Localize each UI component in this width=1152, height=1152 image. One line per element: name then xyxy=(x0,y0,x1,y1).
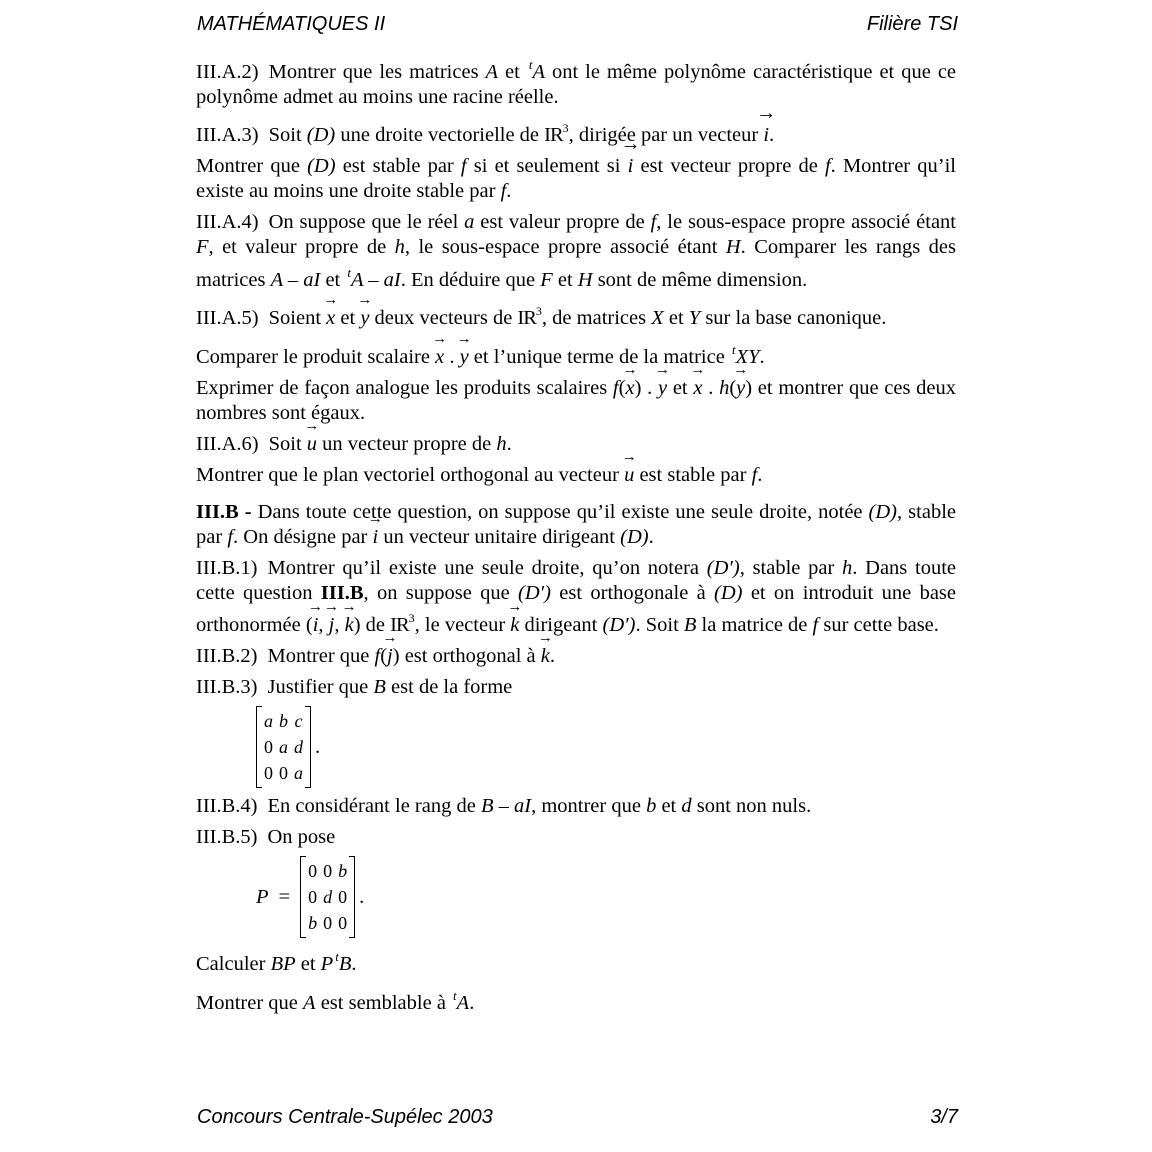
math: XY xyxy=(735,346,760,368)
text: . xyxy=(549,645,556,667)
math: (D) xyxy=(307,155,336,177)
text: . xyxy=(444,346,460,368)
text: Dans toute cette question, on suppose qu’il existe une seule droite, notée xyxy=(251,501,869,523)
text: Montrer que les matrices xyxy=(268,61,486,83)
question-label: III.B.3) xyxy=(196,676,258,698)
reals-symbol: IR xyxy=(544,124,563,146)
text: est semblable à xyxy=(315,992,452,1014)
text: Soient xyxy=(268,307,327,329)
text: ) xyxy=(353,614,361,636)
matrix-cell: 0 xyxy=(308,887,318,907)
matrix-cell: 0 xyxy=(323,861,333,881)
text: , le sous-espace propre associé étant xyxy=(656,211,956,233)
math: (D) xyxy=(714,582,743,604)
matrix-p xyxy=(300,856,355,938)
question-b4 xyxy=(196,794,956,819)
math: B xyxy=(338,953,352,975)
text: un vecteur unitaire dirigeant xyxy=(378,526,621,548)
math: f xyxy=(612,377,619,399)
math: h xyxy=(394,236,405,258)
matrix-cell: 0 xyxy=(323,913,333,933)
text: et xyxy=(295,953,321,975)
text: , xyxy=(318,614,329,636)
matrix-cell: b xyxy=(279,711,288,731)
matrix-cell: 0 xyxy=(279,763,288,783)
vector: → y xyxy=(460,345,469,370)
text: . Dans toute cette question xyxy=(196,557,957,604)
math: A – aI xyxy=(270,269,321,291)
matrix-cell: d xyxy=(323,887,333,907)
text: est orthogonale à xyxy=(551,582,715,604)
vector: → i xyxy=(313,613,319,638)
question-a2 xyxy=(196,52,956,110)
question-a4 xyxy=(196,210,956,293)
question-label: III.A.2) xyxy=(196,61,259,83)
vector: → k xyxy=(541,644,550,669)
math: B xyxy=(683,614,697,636)
exponent: 3 xyxy=(535,304,542,318)
text: . En déduire que xyxy=(400,269,541,291)
question-b1 xyxy=(196,556,956,638)
text: . xyxy=(506,180,512,202)
math: f xyxy=(500,180,507,202)
question-a3-part2 xyxy=(196,154,956,204)
transpose-mark: t xyxy=(453,988,457,1003)
math: A xyxy=(532,61,545,83)
matrix-cell: d xyxy=(294,737,303,757)
vector: → u xyxy=(624,463,634,488)
matrix-cell: b xyxy=(338,861,348,881)
text: . xyxy=(769,124,775,146)
vector: → j xyxy=(329,613,335,638)
header-track: Filière TSI xyxy=(866,13,958,35)
text: . xyxy=(757,464,763,486)
text: est de la forme xyxy=(385,676,513,698)
math: (D) xyxy=(868,501,898,523)
question-a5-part2 xyxy=(196,337,956,370)
text: Montrer que xyxy=(267,645,375,667)
vector: → i xyxy=(763,123,769,148)
vector: → i xyxy=(628,154,634,179)
text: est stable par xyxy=(335,155,461,177)
page-number: 3/7 xyxy=(930,1106,958,1128)
question-a3 xyxy=(196,116,956,148)
math: BP xyxy=(270,953,296,975)
exponent: 3 xyxy=(562,121,569,135)
text: ) . xyxy=(634,377,658,399)
math: A xyxy=(456,992,470,1014)
text: , dirigée par un vecteur xyxy=(568,124,764,146)
math: P xyxy=(256,885,269,908)
text: est valeur propre de xyxy=(474,211,651,233)
bold-text: III.B xyxy=(320,582,364,604)
matrix-cell: c xyxy=(294,711,303,731)
math: F xyxy=(540,269,553,291)
matrix-cell: 0 xyxy=(338,887,348,907)
vector: → y xyxy=(360,306,369,331)
text: = xyxy=(278,885,291,908)
reals-symbol: IR xyxy=(390,614,409,636)
question-label: III.A.6) xyxy=(196,433,259,455)
text: et montrer que ces deux nombres sont égaux. xyxy=(196,377,957,424)
text: . Comparer les rangs des matrices xyxy=(196,236,956,291)
text: et xyxy=(667,377,694,399)
text: et on introduit une base orthonormée xyxy=(196,582,957,636)
question-label: III.A.3) xyxy=(196,124,259,146)
vector: → x xyxy=(326,306,335,331)
text: . xyxy=(351,953,357,975)
text: Comparer le produit scalaire xyxy=(196,346,436,368)
vector: → x xyxy=(435,345,444,370)
question-b2 xyxy=(196,644,956,669)
math: (D′) xyxy=(518,582,551,604)
question-a6-part2 xyxy=(196,463,956,488)
exponent: 3 xyxy=(408,611,415,625)
text: , stable par xyxy=(739,557,843,579)
vector: → x xyxy=(625,376,634,401)
vector: → x xyxy=(693,376,702,401)
matrix-cell: a xyxy=(264,711,273,731)
text: Soit xyxy=(268,433,307,455)
text: En considérant le rang de xyxy=(267,795,481,817)
matrix-cell: a xyxy=(294,763,303,783)
vector: → k xyxy=(510,613,519,638)
text: On pose xyxy=(267,826,336,848)
math: B xyxy=(373,676,386,698)
question-label: III.A.4) xyxy=(196,211,259,233)
math: f xyxy=(824,155,831,177)
text: une droite vectorielle de xyxy=(335,124,545,146)
text: et l’unique terme de la matrice xyxy=(468,346,730,368)
matrix-cell: b xyxy=(308,913,318,933)
math: f xyxy=(650,211,657,233)
text: sur cette base. xyxy=(818,614,939,636)
text: Montrer que le plan vectoriel orthogonal au vecteur xyxy=(196,464,625,486)
text: Justifier que xyxy=(267,676,374,698)
text: Exprimer de façon analogue les produits scalaires xyxy=(196,377,613,399)
math: f xyxy=(460,155,467,177)
math: H xyxy=(725,236,741,258)
text: , stable par xyxy=(196,501,956,548)
math: (D′) xyxy=(706,557,740,579)
text: sur la base canonique. xyxy=(700,307,887,329)
text: deux vecteurs de xyxy=(369,307,518,329)
math: A xyxy=(303,992,316,1014)
text: , le sous-espace propre associé étant xyxy=(404,236,726,258)
text: un vecteur propre de xyxy=(317,433,497,455)
text: et xyxy=(498,61,527,83)
text: Montrer que xyxy=(196,992,304,1014)
text: est orthogonal à xyxy=(399,645,541,667)
section-heading: III.B - xyxy=(196,501,252,523)
text: la matrice de xyxy=(696,614,813,636)
text: . xyxy=(506,433,512,455)
math: f xyxy=(812,614,819,636)
text: Montrer que xyxy=(196,155,308,177)
math: A – aI xyxy=(350,269,401,291)
text: . xyxy=(469,992,475,1014)
text: et xyxy=(663,307,689,329)
text: . xyxy=(315,735,321,758)
math: d xyxy=(681,795,692,817)
text: , et valeur propre de xyxy=(208,236,395,258)
math: f xyxy=(227,526,234,548)
text: , le vecteur xyxy=(414,614,511,636)
math: X xyxy=(651,307,664,329)
matrix-p-display xyxy=(256,856,956,938)
text: ( xyxy=(305,614,313,636)
text: sont non nuls. xyxy=(691,795,812,817)
question-a5 xyxy=(196,299,956,331)
text: et xyxy=(552,269,578,291)
math: H xyxy=(577,269,593,291)
vector: → k xyxy=(345,613,354,638)
math: P xyxy=(320,953,334,975)
question-label: III.B.4) xyxy=(196,795,258,817)
text: est stable par xyxy=(634,464,752,486)
text: . Soit xyxy=(635,614,684,636)
math: B – aI xyxy=(480,795,532,817)
question-label: III.B.5) xyxy=(196,826,258,848)
transpose-mark: t xyxy=(347,265,351,280)
text: est vecteur propre de xyxy=(633,155,825,177)
vector: → y xyxy=(658,376,667,401)
vector: → y xyxy=(736,376,745,401)
vector: → j xyxy=(387,644,393,669)
math: (D) xyxy=(620,526,649,548)
document-body xyxy=(196,52,956,1022)
question-b5-part3 xyxy=(196,983,956,1016)
text: Soit xyxy=(268,124,307,146)
text: de xyxy=(360,614,391,636)
math: h xyxy=(842,557,853,579)
math: F xyxy=(196,236,209,258)
question-b3 xyxy=(196,675,956,700)
text: . xyxy=(359,885,365,908)
math: h xyxy=(719,377,730,399)
text: . xyxy=(648,526,654,548)
question-a6 xyxy=(196,432,956,457)
matrix-cell: a xyxy=(279,737,288,757)
text: Calculer xyxy=(196,953,271,975)
question-b xyxy=(196,500,956,550)
text: et xyxy=(335,307,361,329)
matrix-cell: 0 xyxy=(308,861,318,881)
text: ( xyxy=(380,645,388,667)
math: f xyxy=(374,645,381,667)
text: sont de même dimension. xyxy=(592,269,808,291)
math: a xyxy=(464,211,475,233)
footer-exam: Concours Centrale-Supélec 2003 xyxy=(197,1106,493,1128)
math: b xyxy=(646,795,657,817)
question-label: III.A.5) xyxy=(196,307,259,329)
reals-symbol: IR xyxy=(517,307,536,329)
math: Y xyxy=(688,307,701,329)
text: et xyxy=(656,795,682,817)
text: . xyxy=(702,377,720,399)
text: , xyxy=(334,614,345,636)
text: ( xyxy=(618,377,626,399)
text: dirigeant xyxy=(519,614,603,636)
text: ) xyxy=(745,377,753,399)
header-title: MATHÉMATIQUES II xyxy=(197,13,386,35)
math: A xyxy=(485,61,499,83)
text: . Montrer qu’il existe au moins une droite stable par xyxy=(196,155,956,202)
matrix-cell: 0 xyxy=(338,913,348,933)
text: . xyxy=(759,346,765,368)
question-b5 xyxy=(196,825,956,850)
text: , de matrices xyxy=(541,307,652,329)
text: ( xyxy=(729,377,737,399)
question-b5-part2 xyxy=(196,944,956,977)
text: , on suppose que xyxy=(363,582,519,604)
matrix-b xyxy=(256,706,311,788)
math: h xyxy=(496,433,507,455)
matrix-b-display xyxy=(256,706,956,788)
transpose-mark: t xyxy=(528,57,533,72)
text: ) xyxy=(392,645,400,667)
text: si et seulement si xyxy=(466,155,628,177)
math: f xyxy=(751,464,758,486)
matrix-cell: 0 xyxy=(264,737,273,757)
text: Montrer qu’il existe une seule droite, qu’on notera xyxy=(267,557,707,579)
text: , montrer que xyxy=(531,795,647,817)
question-label: III.B.1) xyxy=(196,557,258,579)
text: . On désigne par xyxy=(233,526,373,548)
question-label: III.B.2) xyxy=(196,645,258,667)
text: On suppose que le réel xyxy=(268,211,465,233)
text: et xyxy=(320,269,346,291)
matrix-cell: 0 xyxy=(264,763,273,783)
math: (D′) xyxy=(602,614,636,636)
vector: → u xyxy=(307,432,317,457)
math: (D) xyxy=(306,124,336,146)
transpose-mark: t xyxy=(731,342,736,357)
transpose-mark: t xyxy=(335,949,339,964)
text: ont le même polynôme caractéristique et que ce polynôme admet au moins une racine réelle. xyxy=(196,61,957,108)
vector: → i xyxy=(373,525,379,550)
